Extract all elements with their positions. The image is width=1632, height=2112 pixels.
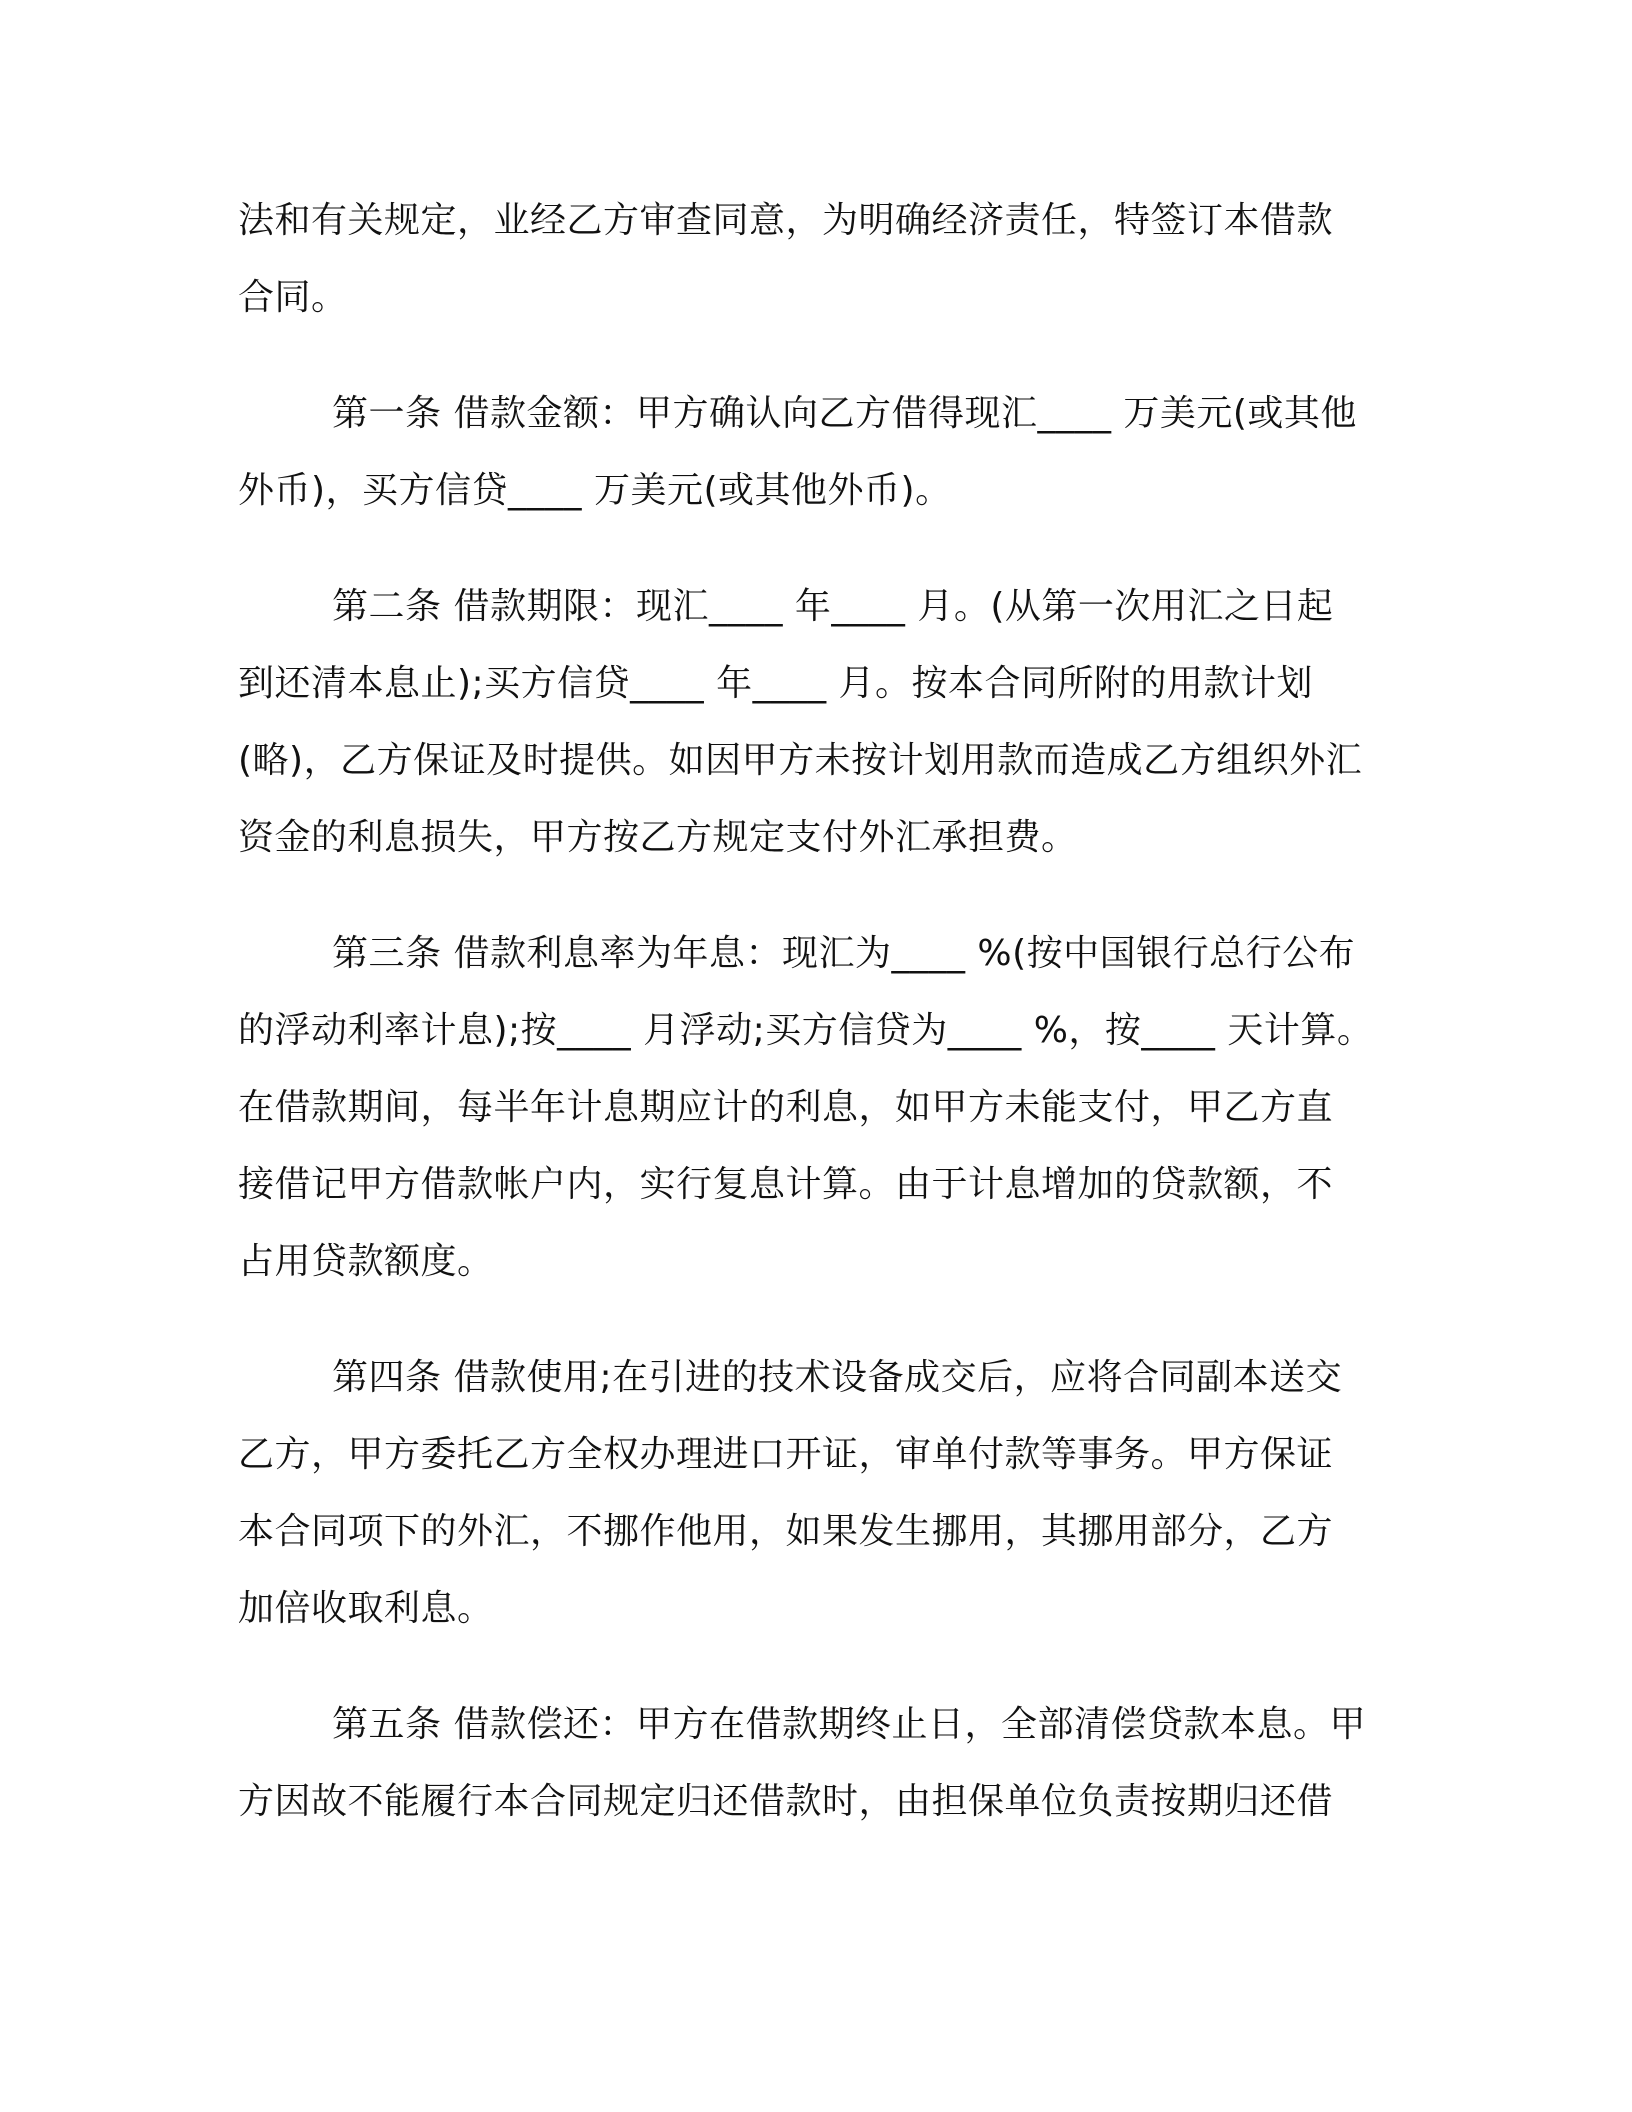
contract-body xyxy=(238,182,1388,1879)
text-line: 加倍收取利息。 xyxy=(238,1588,494,1629)
text-line: 法和有关规定，业经乙方审查同意，为明确经济责任，特签订本借款 xyxy=(238,200,1334,241)
text-line: (略)，乙方保证及时提供。如因甲方未按计划用款而造成乙方组织外汇 xyxy=(238,740,1363,781)
paragraph-intro-continuation xyxy=(238,182,1388,336)
text-line: 第二条 借款期限：现汇____ 年____ 月。(从第一次用汇之日起 xyxy=(332,586,1334,627)
text-line: 占用贷款额度。 xyxy=(238,1241,494,1282)
text-line: 在借款期间，每半年计息期应计的利息，如甲方未能支付，甲乙方直 xyxy=(238,1087,1334,1128)
text-line: 乙方，甲方委托乙方全权办理进口开证，审单付款等事务。甲方保证 xyxy=(238,1434,1334,1475)
text-line: 接借记甲方借款帐户内，实行复息计算。由于计息增加的贷款额，不 xyxy=(238,1164,1334,1205)
text-line: 第五条 借款偿还：甲方在借款期终止日，全部清偿贷款本息。甲 xyxy=(332,1704,1366,1745)
article-3-interest-rate xyxy=(238,915,1388,1300)
text-line: 方因故不能履行本合同规定归还借款时，由担保单位负责按期归还借 xyxy=(238,1781,1334,1822)
text-line: 到还清本息止);买方信贷____ 年____ 月。按本合同所附的用款计划 xyxy=(238,663,1314,704)
text-line: 资金的利息损失，甲方按乙方规定支付外汇承担费。 xyxy=(238,817,1078,858)
text-line: 的浮动利率计息);按____ 月浮动;买方信贷为____ %，按____ 天计算。 xyxy=(238,1010,1374,1051)
text-line: 合同。 xyxy=(238,277,348,318)
article-5-loan-repayment xyxy=(238,1686,1388,1840)
text-line: 外币)，买方信贷____ 万美元(或其他外币)。 xyxy=(238,470,952,511)
article-2-loan-term xyxy=(238,568,1388,876)
article-1-loan-amount xyxy=(238,375,1388,529)
text-line: 第四条 借款使用;在引进的技术设备成交后，应将合同副本送交 xyxy=(332,1357,1343,1398)
article-4-loan-usage xyxy=(238,1339,1388,1647)
text-line: 第一条 借款金额：甲方确认向乙方借得现汇____ 万美元(或其他 xyxy=(332,393,1357,434)
text-line: 第三条 借款利息率为年息：现汇为____ %(按中国银行总行公布 xyxy=(332,933,1356,974)
text-line: 本合同项下的外汇，不挪作他用，如果发生挪用，其挪用部分，乙方 xyxy=(238,1511,1334,1552)
